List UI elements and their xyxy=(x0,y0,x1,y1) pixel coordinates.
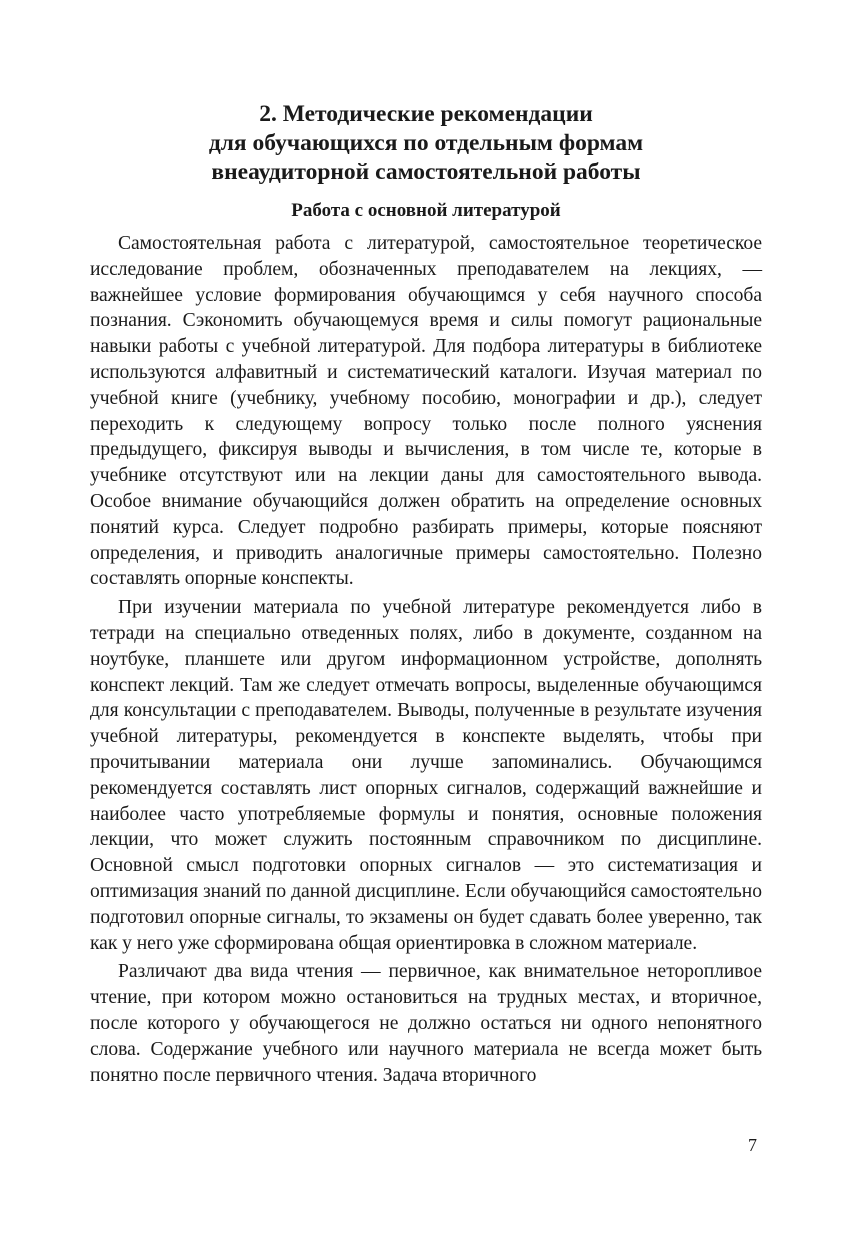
section-title xyxy=(90,100,762,187)
subsection-title: Работа с основной литературой xyxy=(291,200,561,221)
section-title-line: внеаудиторной самостоятельной работы xyxy=(211,159,641,185)
section-title-line: 2. Методические рекомендации xyxy=(259,101,593,127)
section-title-line: для обучающихся по отдельным формам xyxy=(208,130,644,156)
body-paragraph: Различают два вида чтения — первичное, как внимательное неторопливое чтение, при котором можно остановиться на трудных местах, и вторичное, после которого у обучающегося не должно остаться ни одного непонятного слова. Содержание учебного или научного материала не всегда может быть понятно после первичного чтения. Задача вторичного xyxy=(90,961,762,1086)
body-paragraph: При изучении материала по учебной литературе рекомендуется либо в тетради на специально отведенных полях, либо в документе, созданном на ноутбуке, планшете или другом информационном устройстве, дополнять конспект лекций. Там же следует отмечать вопросы, выделенные обучающимся для консультации с преподавателем. Выводы, полученные в результате изучения учебной литературы, рекомендуется в конспекте выделять, чтобы при прочитывании материала они лучше запоминались. Обучающимся рекомендуется составлять лист опорных сигналов, содержащий важнейшие и наиболее часто употребляемые формулы и понятия, основные положения лекции, что может служить постоянным справочником по дисциплине. Основной смысл подготовки опорных сигналов — это систематизация и оптимизация знаний по данной дисциплине. Если обучающийся самостоятельно подготовил опорные сигналы, то экзамены он будет сдавать более уверенно, так как у него уже сформирована общая ориентировка в сложном материале. xyxy=(90,597,762,954)
document-page xyxy=(90,100,762,1091)
page-number: 7 xyxy=(748,1135,757,1155)
body-paragraph: Самостоятельная работа с литературой, самостоятельное теоретическое исследование проблем, обозначенных преподавателем на лекциях, — важнейшее условие формирования обучающимся у себя научного способа познания. Сэкономить обучающемуся время и силы помогут рациональные навыки работы с учебной литературой. Для подбора литературы в библиотеке используются алфавитный и систематический каталоги. Изучая материал по учебной книге (учебнику, учебному пособию, монографии и др.), следует переходить к следующему вопросу только после полного уяснения предыдущего, фиксируя выводы и вычисления, в том числе те, которые в учебнике отсутствуют или на лекции даны для самостоятельного вывода. Особое внимание обучающийся должен обратить на определение основных понятий курса. Следует подробно разбирать примеры, которые поясняют определения, и приводить аналогичные примеры самостоятельно. Полезно составлять опорные конспекты. xyxy=(90,233,762,590)
